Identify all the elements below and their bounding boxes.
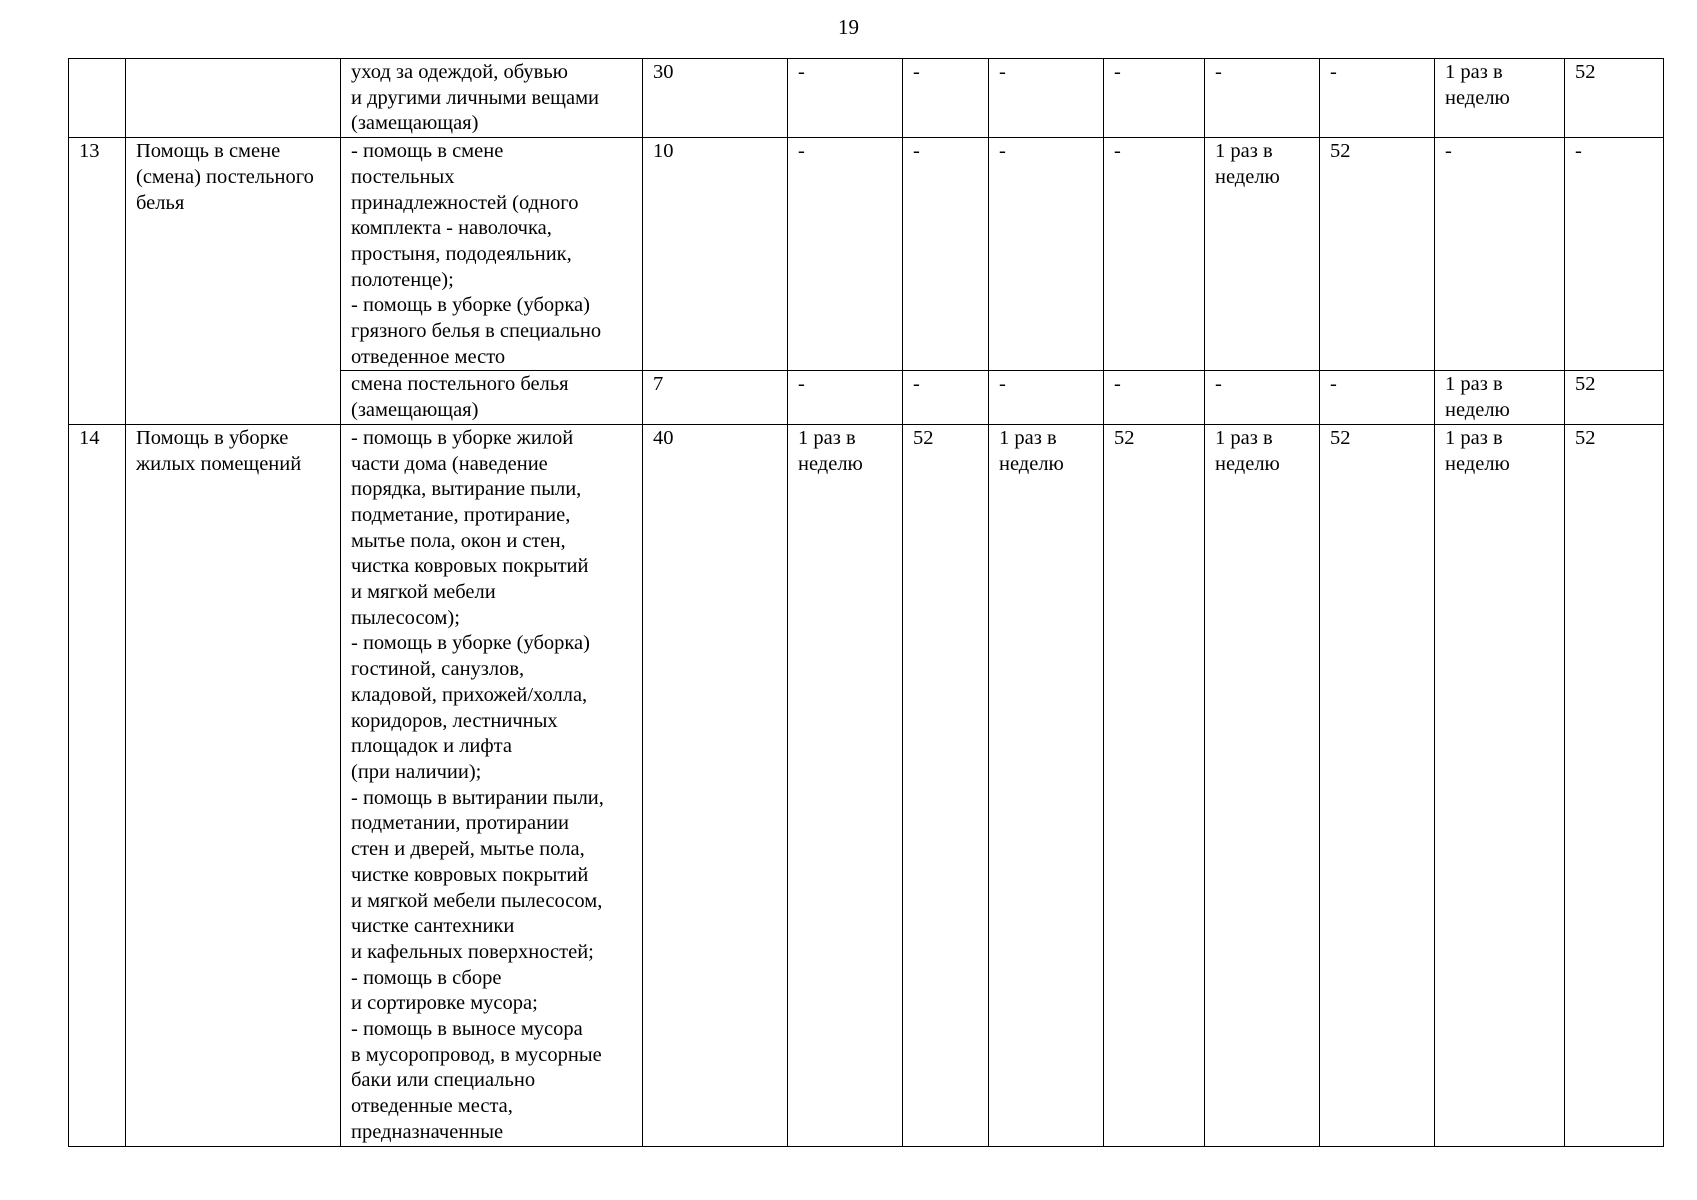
frequency-cell: - <box>1205 371 1320 424</box>
service-name-cell <box>126 59 341 138</box>
service-name-cell: Помощь в уборке жилых помещений <box>126 424 341 1146</box>
count-cell: - <box>1320 371 1435 424</box>
services-table <box>68 58 1664 1147</box>
service-description-cell: смена постельного белья (замещающая) <box>341 371 643 424</box>
count-cell: 52 <box>1565 59 1664 138</box>
row-number-cell: 14 <box>69 424 126 1146</box>
table-row <box>69 424 1664 1146</box>
frequency-cell: - <box>788 138 903 371</box>
count-cell: - <box>903 138 989 371</box>
service-description-cell: - помощь в смене постельных принадлежностей (одного комплекта - наволочка, простыня, пододеяльник, полотенце); - помощь в уборке (уборка) грязного белья в специально отведенное место <box>341 138 643 371</box>
row-number-cell: 13 <box>69 138 126 425</box>
table-row <box>69 138 1664 371</box>
frequency-cell: 1 раз в неделю <box>1435 59 1565 138</box>
frequency-cell: - <box>1205 59 1320 138</box>
frequency-cell: - <box>788 371 903 424</box>
count-cell: - <box>903 59 989 138</box>
count-cell: - <box>903 371 989 424</box>
service-name-cell: Помощь в смене (смена) постельного белья <box>126 138 341 425</box>
frequency-cell: 1 раз в неделю <box>989 424 1104 1146</box>
frequency-cell: 1 раз в неделю <box>788 424 903 1146</box>
count-cell: - <box>1104 59 1205 138</box>
frequency-cell: 1 раз в неделю <box>1435 424 1565 1146</box>
count-cell: - <box>1104 138 1205 371</box>
count-cell: 52 <box>1104 424 1205 1146</box>
count-cell: 52 <box>1320 424 1435 1146</box>
frequency-cell: 1 раз в неделю <box>1435 371 1565 424</box>
count-cell: - <box>1104 371 1205 424</box>
count-cell: 52 <box>1320 138 1435 371</box>
count-cell: 52 <box>1565 371 1664 424</box>
frequency-cell: - <box>989 138 1104 371</box>
frequency-cell: 1 раз в неделю <box>1205 424 1320 1146</box>
frequency-cell: - <box>989 59 1104 138</box>
service-description-cell: уход за одеждой, обувью и другими личными вещами (замещающая) <box>341 59 643 138</box>
frequency-cell: - <box>788 59 903 138</box>
time-norm-cell: 10 <box>643 138 788 371</box>
count-cell: 52 <box>903 424 989 1146</box>
count-cell: 52 <box>1565 424 1664 1146</box>
row-number-cell <box>69 59 126 138</box>
count-cell: - <box>1320 59 1435 138</box>
table-row <box>69 59 1664 138</box>
service-description-cell: - помощь в уборке жилой части дома (наведение порядка, вытирание пыли, подметание, протирание, мытье пола, окон и стен, чистка ковровых покрытий и мягкой мебели пылесосом); - помощь в уборке (уборка) гостиной, санузлов, кладовой, прихожей/холла, коридоров, лестничных площадок и лифта (при наличии); - помощь в вытирании пыли, подметании, протирании стен и дверей, мытье пола, чистке ковровых покрытий и мягкой мебели пылесосом, чистке сантехники и кафельных поверхностей; - помощь в сборе и сортировке мусора; - помощь в выносе мусора в мусоропровод, в мусорные баки или специально отведенные места, предназначенные <box>341 424 643 1146</box>
frequency-cell: - <box>1435 138 1565 371</box>
frequency-cell: - <box>989 371 1104 424</box>
count-cell: - <box>1565 138 1664 371</box>
time-norm-cell: 40 <box>643 424 788 1146</box>
frequency-cell: 1 раз в неделю <box>1205 138 1320 371</box>
time-norm-cell: 7 <box>643 371 788 424</box>
time-norm-cell: 30 <box>643 59 788 138</box>
page-number: 19 <box>838 15 859 39</box>
